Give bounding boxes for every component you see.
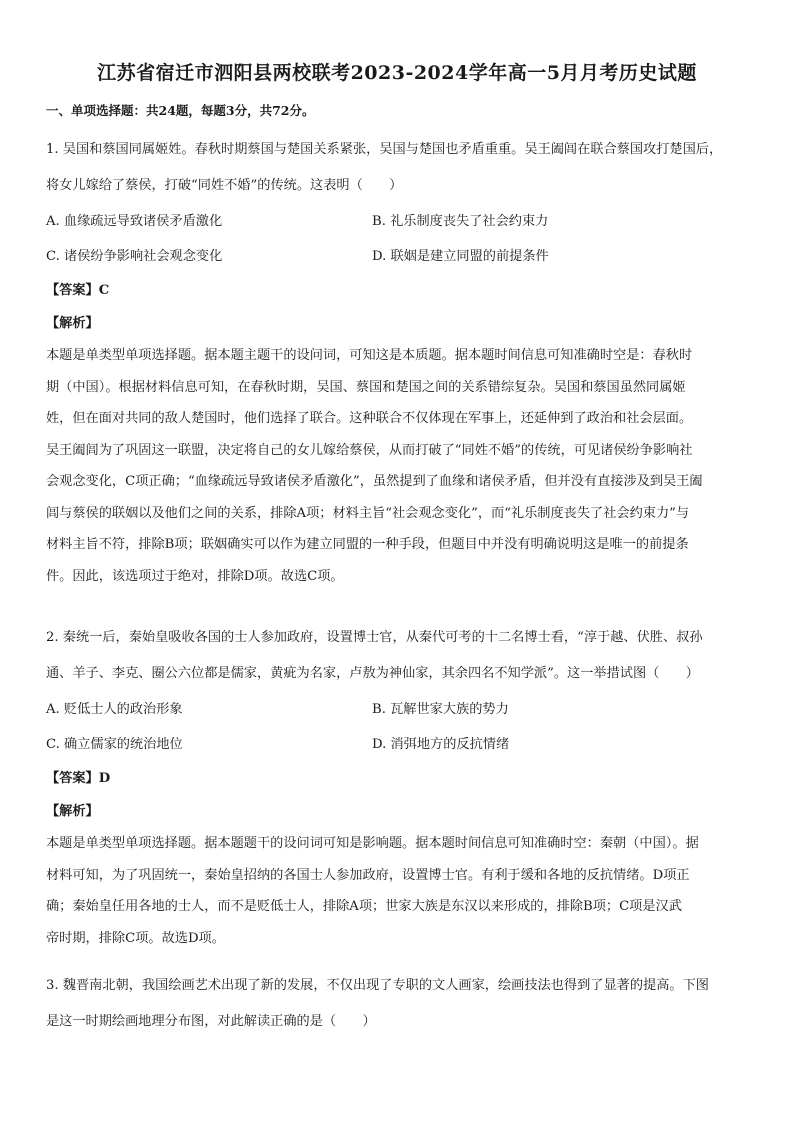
question-stem-line: 3. 魏晋南北朝，我国绘画艺术出现了新的发展，不仅出现了专职的文人画家，绘画技法也得到了显著的提高。下图 — [46, 978, 709, 993]
options-row — [46, 204, 748, 239]
question-stem-line: 2. 秦统一后，秦始皇吸收各国的士人参加政府，设置博士官，从秦代可考的十二名博士看，“淳于越、伏胜、叔孙 — [46, 630, 703, 645]
options-row — [46, 239, 748, 274]
analysis-line: 期（中国）。根据材料信息可知，在春秋时期，吴国、蔡国和楚国之间的关系错综复杂。吴国和蔡国虽然同属姬 — [46, 379, 686, 395]
analysis-label: 【解析】 — [46, 804, 99, 819]
option-d: D. 联姻是建立同盟的前提条件 — [372, 249, 549, 264]
analysis-line: 件。因此，该选项过于绝对，排除D项。故选C项。 — [46, 568, 344, 584]
options-row — [46, 692, 748, 727]
page-title: 江苏省宿迁市泗阳县两校联考2023-2024学年高一5月月考历史试题 — [97, 62, 697, 84]
analysis-label: 【解析】 — [46, 316, 99, 331]
analysis-line: 本题是单类型单项选择题。据本题题干的设问词可知是影响题。据本题时间信息可知准确时空：秦朝（中国）。据 — [46, 836, 699, 851]
analysis-line: 姓，但在面对共同的敌人楚国时，他们选择了联合。这种联合不仅体现在军事上，还延伸到了政治和社会层面。 — [46, 411, 693, 426]
analysis-line: 本题是单类型单项选择题。据本题主题干的设问词，可知这是本质题。据本题时间信息可知准确时空是：春秋时 — [46, 348, 693, 363]
analysis-line: 材料主旨不符，排除B项；联姻确实可以作为建立同盟的一种手段，但题目中并没有明确说明这是唯一的前提条 — [46, 537, 689, 552]
analysis-line: 材料可知，为了巩固统一，秦始皇招纳的各国士人参加政府，设置博士官。有利于缓和各地的反抗情绪。D项正 — [46, 867, 690, 883]
question-1 — [46, 132, 748, 592]
question-stem-line: 1. 吴国和蔡国同属姬姓。春秋时期蔡国与楚国关系紧张，吴国与楚国也矛盾重重。吴王阖闾在联合蔡国攻打楚国后， — [46, 142, 723, 157]
answer-label: 【答案】C — [46, 283, 110, 298]
analysis-line: 会观念变化，C项正确；“血缘疏远导致诸侯矛盾激化”，虽然提到了血缘和诸侯矛盾，但并没有直接涉及到吴王阖 — [46, 474, 703, 489]
option-b: B. 礼乐制度丧失了社会约束力 — [372, 214, 549, 229]
option-c: C. 确立儒家的统治地位 — [46, 737, 183, 752]
section-heading: 一、单项选择题：共24题，每题3分，共72分。 — [46, 103, 315, 118]
analysis-line: 闾与蔡侯的联姻以及他们之间的关系，排除A项；材料主旨“社会观念变化”，而“礼乐制度丧失了社会约束力”与 — [46, 505, 690, 521]
question-stem-line: 是这一时期绘画地理分布图，对此解读正确的是（ ） — [46, 1014, 376, 1029]
question-2 — [46, 620, 748, 954]
question-stem-line: 通、羊子、李克、圈公六位都是儒家，黄疵为名家，卢敖为神仙家，其余四名不知学派”。这一举措试图（ ） — [46, 666, 699, 681]
question-3 — [46, 968, 748, 1040]
analysis-line: 确；秦始皇任用各地的士人，而不是贬低士人，排除A项；世家大族是东汉以来形成的，排除B项；C项是汉武 — [46, 899, 682, 914]
analysis-line: 帝时期，排除C项。故选D项。 — [46, 930, 225, 946]
answer-label: 【答案】D — [46, 771, 111, 786]
option-a: A. 血缘疏远导致诸侯矛盾激化 — [46, 214, 223, 229]
question-stem-line: 将女儿嫁给了蔡侯，打破“同姓不婚”的传统。这表明（ ） — [46, 178, 403, 193]
option-c: C. 诸侯纷争影响社会观念变化 — [46, 249, 223, 264]
option-b: B. 瓦解世家大族的势力 — [372, 702, 509, 717]
option-d: D. 消弭地方的反抗情绪 — [372, 737, 510, 752]
option-a: A. 贬低士人的政治形象 — [46, 702, 183, 717]
options-row — [46, 727, 748, 762]
analysis-line: 吴王阖闾为了巩固这一联盟，决定将自己的女儿嫁给蔡侯，从而打破了“同姓不婚”的传统，可见诸侯纷争影响社 — [46, 442, 693, 458]
